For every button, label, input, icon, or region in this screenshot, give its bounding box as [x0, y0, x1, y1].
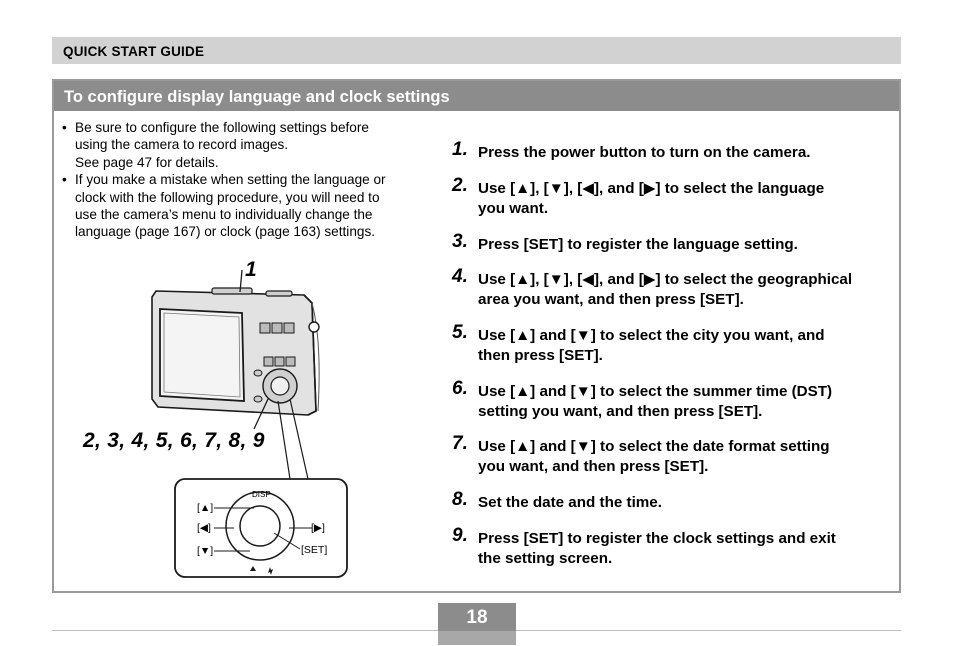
step-number: 2.: [452, 175, 468, 196]
page-number: 18: [466, 607, 488, 628]
set-key-label: [SET]: [301, 544, 328, 556]
step-number: 7.: [452, 433, 468, 454]
step-line: then press [SET].: [478, 347, 603, 364]
step-line: setting you want, and then press [SET].: [478, 403, 763, 420]
step-line: area you want, and then press [SET].: [478, 291, 744, 308]
step-number: 3.: [452, 231, 468, 252]
step-line: Set the date and the time.: [478, 494, 662, 511]
step-line: you want.: [478, 200, 549, 217]
step-number: 1.: [452, 139, 468, 160]
step-number: 9.: [452, 525, 468, 546]
step-number: 6.: [452, 378, 468, 399]
note-line: Be sure to configure the following settings before: [75, 120, 369, 135]
note-line: See page 47 for details.: [75, 154, 219, 170]
left-key-label: [◀]: [197, 522, 211, 534]
step-line: Use [▲] and [▼] to select the date format setting: [478, 438, 830, 455]
step-number: 8.: [452, 489, 468, 510]
step-line: Use [▲], [▼], [◀], and [▶] to select the language: [478, 180, 825, 197]
step-line: Press [SET] to register the clock settings and exit: [478, 530, 836, 547]
control-pad-detail: [175, 479, 347, 577]
callout-controls: 2, 3, 4, 5, 6, 7, 8, 9: [83, 429, 265, 452]
step-line: Use [▲], [▼], [◀], and [▶] to select the geographical: [478, 271, 853, 288]
up-key-label: [▲]: [197, 502, 214, 514]
header-bar: [52, 37, 901, 64]
step-line: the setting screen.: [478, 550, 613, 567]
note-line: language (page 167) or clock (page 163) settings.: [75, 224, 376, 240]
step-line: Use [▲] and [▼] to select the summer time (DST): [478, 383, 833, 400]
step-line: Press the power button to turn on the camera.: [478, 144, 811, 161]
bullet-glyph: •: [62, 172, 67, 188]
step-number: 4.: [452, 266, 468, 287]
step-line: Use [▲] and [▼] to select the city you want, and: [478, 327, 825, 344]
camera-illustration: [54, 81, 454, 591]
disp-label: DISP: [252, 490, 271, 499]
section-title: To configure display language and clock settings: [64, 88, 450, 106]
callout-power: 1: [245, 258, 257, 281]
header-title: QUICK START GUIDE: [63, 44, 205, 59]
step-line: you want, and then press [SET].: [478, 458, 709, 475]
step-line: Press [SET] to register the language setting.: [478, 236, 798, 253]
note-line: clock with the following procedure, you will need to: [75, 189, 380, 205]
note-line: using the camera to record images.: [75, 137, 289, 153]
step-number: 5.: [452, 322, 468, 343]
page-number-badge: [438, 603, 516, 645]
note-line: use the camera’s menu to individually change the: [75, 207, 373, 223]
note-line: If you make a mistake when setting the language or: [75, 172, 386, 188]
instruction-panel: [52, 79, 901, 593]
camera-screen: [160, 309, 244, 401]
right-key-label: [▶]: [311, 522, 325, 534]
bullet-glyph: •: [62, 120, 67, 135]
down-key-label: [▼]: [197, 545, 214, 557]
